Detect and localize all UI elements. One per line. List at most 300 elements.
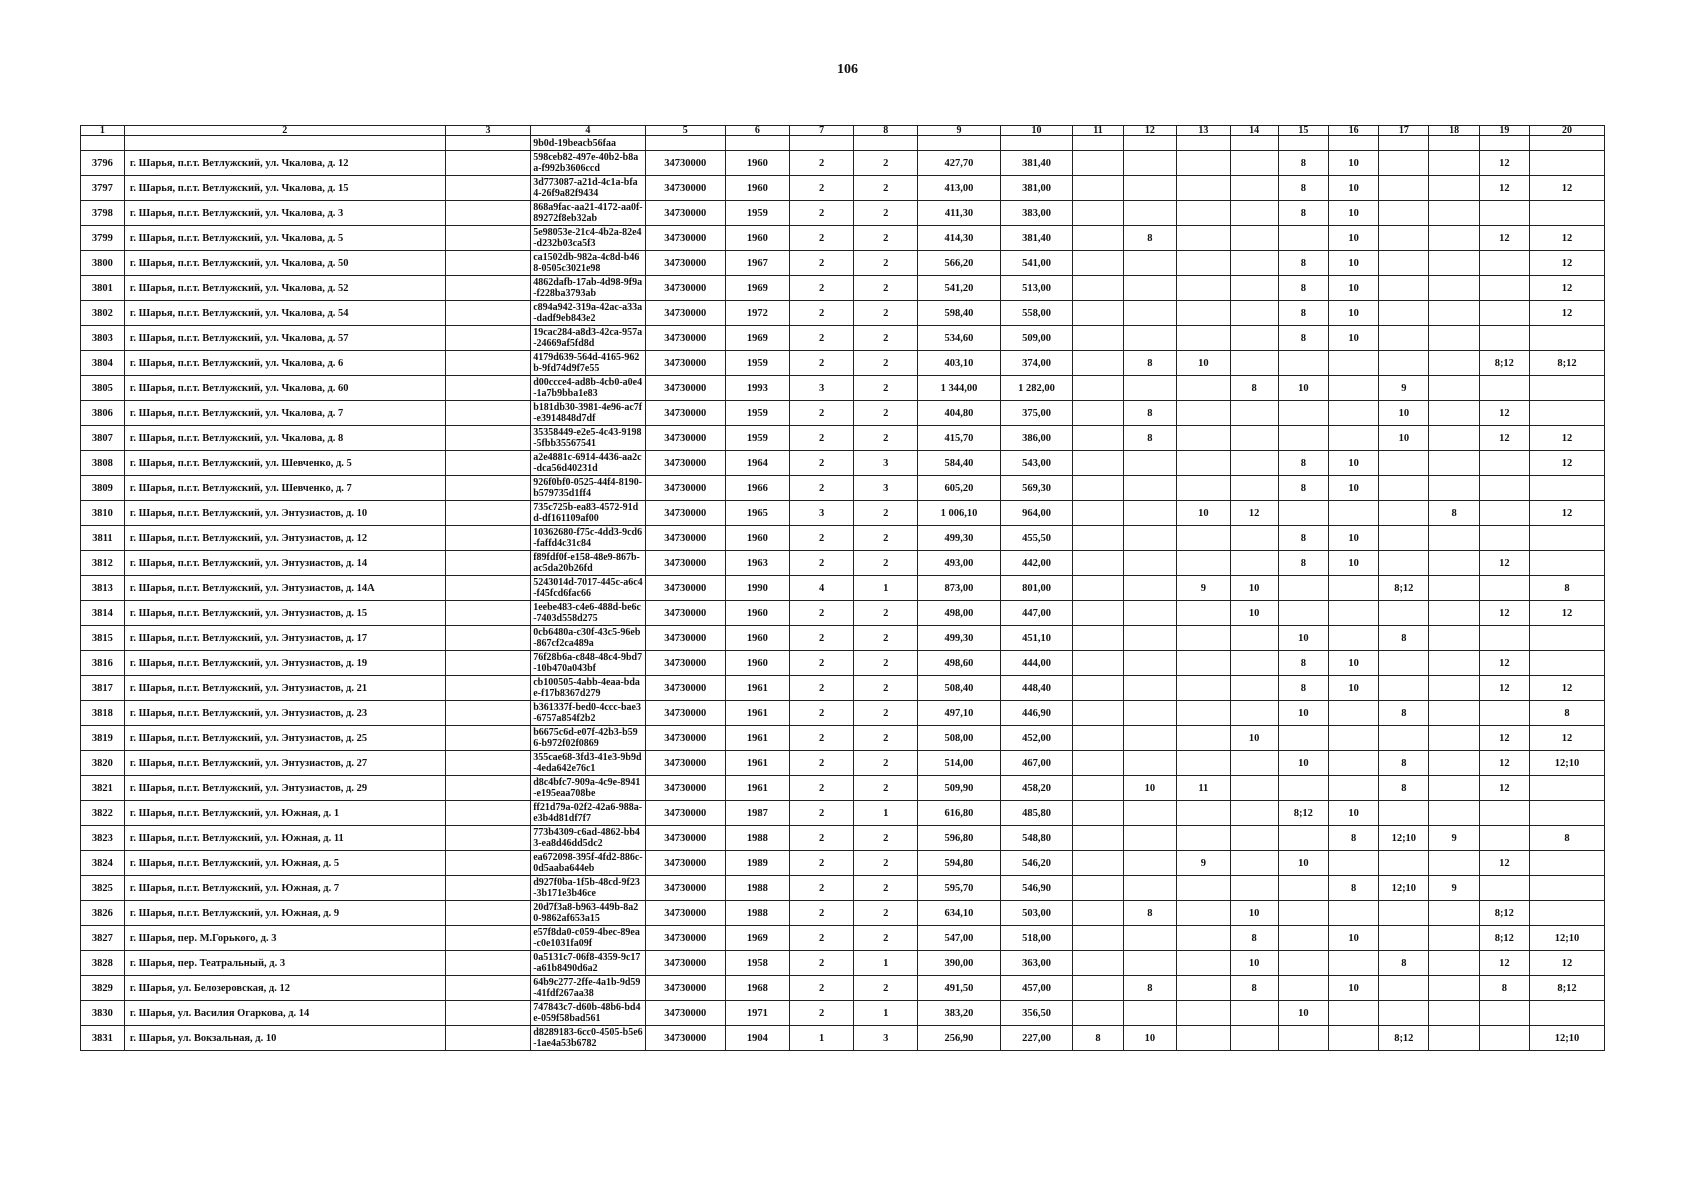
column-18-cell [1429, 776, 1479, 801]
column-9-cell: 514,00 [918, 751, 1000, 776]
column-11-cell [1073, 876, 1123, 901]
column-17-cell [1379, 501, 1429, 526]
column-15-cell: 8 [1278, 251, 1328, 276]
continuation-empty-cell [1278, 136, 1328, 151]
column-13-cell [1177, 201, 1230, 226]
guid-cell: 10362680-f75c-4dd3-9cd6-faffd4c31c84 [531, 526, 645, 551]
guid-cell: b361337f-bed0-4ccc-bae3-6757a854f2b2 [531, 701, 645, 726]
column-12-cell [1123, 301, 1176, 326]
year-built-cell: 1987 [725, 801, 789, 826]
column-13-cell [1177, 976, 1230, 1001]
row-number-cell: 3817 [81, 676, 125, 701]
table-row [81, 276, 1605, 301]
column-14-cell [1230, 476, 1278, 501]
column-13-cell [1177, 901, 1230, 926]
table-row [81, 751, 1605, 776]
column-19-cell [1479, 876, 1529, 901]
column-17-cell [1379, 476, 1429, 501]
column-13-cell [1177, 676, 1230, 701]
address-cell: г. Шарья, п.г.т. Ветлужский, ул. Чкалова, д. 7 [124, 401, 445, 426]
column-3-cell [445, 176, 531, 201]
guid-cell: 64b9c277-2ffe-4a1b-9d59-41fdf267aa38 [531, 976, 645, 1001]
row-number-cell: 3821 [81, 776, 125, 801]
column-16-cell [1328, 726, 1378, 751]
table-row [81, 576, 1605, 601]
column-19-cell [1479, 276, 1529, 301]
column-9-cell: 873,00 [918, 576, 1000, 601]
column-8-cell: 2 [854, 326, 918, 351]
column-20-cell: 12 [1529, 726, 1604, 751]
column-13-cell [1177, 376, 1230, 401]
column-16-cell [1328, 601, 1378, 626]
column-11-cell [1073, 476, 1123, 501]
year-built-cell: 1969 [725, 326, 789, 351]
column-20-cell: 12 [1529, 426, 1604, 451]
column-16-cell: 10 [1328, 676, 1378, 701]
row-number-cell: 3808 [81, 451, 125, 476]
oktmo-code-cell: 34730000 [645, 376, 725, 401]
oktmo-code-cell: 34730000 [645, 826, 725, 851]
column-14-cell [1230, 626, 1278, 651]
column-9-cell: 566,20 [918, 251, 1000, 276]
column-13-cell [1177, 451, 1230, 476]
column-18-cell [1429, 551, 1479, 576]
column-12-cell [1123, 626, 1176, 651]
table-row [81, 901, 1605, 926]
column-12-cell [1123, 701, 1176, 726]
column-20-cell: 12 [1529, 676, 1604, 701]
column-14-cell [1230, 826, 1278, 851]
column-14-cell: 10 [1230, 951, 1278, 976]
address-cell: г. Шарья, п.г.т. Ветлужский, ул. Энтузиастов, д. 15 [124, 601, 445, 626]
column-8-cell: 2 [854, 226, 918, 251]
column-16-cell: 10 [1328, 201, 1378, 226]
column-16-cell [1328, 351, 1378, 376]
column-19-cell [1479, 476, 1529, 501]
column-16-cell [1328, 501, 1378, 526]
column-19-cell [1479, 626, 1529, 651]
column-19-cell: 8 [1479, 976, 1529, 1001]
column-8-cell: 2 [854, 676, 918, 701]
column-12-cell [1123, 1001, 1176, 1026]
column-12-cell [1123, 326, 1176, 351]
column-18-cell [1429, 351, 1479, 376]
column-17-cell [1379, 1001, 1429, 1026]
address-cell: г. Шарья, п.г.т. Ветлужский, ул. Энтузиастов, д. 25 [124, 726, 445, 751]
year-built-cell: 1990 [725, 576, 789, 601]
guid-cell: 76f28b6a-c848-48c4-9bd7-10b470a043bf [531, 651, 645, 676]
continuation-empty-cell [790, 136, 854, 151]
column-15-cell [1278, 951, 1328, 976]
column-7-cell: 2 [790, 826, 854, 851]
column-10-cell: 381,00 [1000, 176, 1073, 201]
row-number-cell: 3811 [81, 526, 125, 551]
guid-cell: b6675c6d-e07f-42b3-b596-b972f02f0869 [531, 726, 645, 751]
column-13-cell [1177, 476, 1230, 501]
table-row [81, 526, 1605, 551]
column-16-cell [1328, 776, 1378, 801]
column-15-cell: 8;12 [1278, 801, 1328, 826]
column-16-cell [1328, 901, 1378, 926]
column-17-cell [1379, 351, 1429, 376]
guid-cell: 0cb6480a-c30f-43c5-96eb-867cf2ca489a [531, 626, 645, 651]
year-built-cell: 1961 [725, 776, 789, 801]
column-11-cell [1073, 526, 1123, 551]
guid-cell: 1eebe483-c4e6-488d-be6c-7403d558d275 [531, 601, 645, 626]
column-17-cell [1379, 976, 1429, 1001]
column-16-cell [1328, 426, 1378, 451]
column-17-cell: 8 [1379, 776, 1429, 801]
row-number-cell: 3830 [81, 1001, 125, 1026]
column-12-cell [1123, 176, 1176, 201]
continuation-row [81, 136, 1605, 151]
column-8-cell: 2 [854, 301, 918, 326]
oktmo-code-cell: 34730000 [645, 976, 725, 1001]
column-7-cell: 2 [790, 626, 854, 651]
column-11-cell [1073, 201, 1123, 226]
oktmo-code-cell: 34730000 [645, 226, 725, 251]
column-14-cell [1230, 701, 1278, 726]
column-8-cell: 2 [854, 651, 918, 676]
column-19-cell: 12 [1479, 951, 1529, 976]
column-3-cell [445, 476, 531, 501]
column-17-cell [1379, 926, 1429, 951]
column-20-cell: 12 [1529, 951, 1604, 976]
column-18-cell: 9 [1429, 876, 1479, 901]
column-16-cell: 10 [1328, 251, 1378, 276]
column-13-cell [1177, 251, 1230, 276]
column-19-cell: 12 [1479, 676, 1529, 701]
column-20-cell [1529, 651, 1604, 676]
year-built-cell: 1960 [725, 651, 789, 676]
row-number-cell: 3806 [81, 401, 125, 426]
column-13-cell [1177, 426, 1230, 451]
column-8-cell: 2 [854, 351, 918, 376]
column-10-cell: 446,90 [1000, 701, 1073, 726]
column-19-cell: 12 [1479, 726, 1529, 751]
column-15-cell [1278, 401, 1328, 426]
column-9-cell: 498,60 [918, 651, 1000, 676]
table-row [81, 976, 1605, 1001]
column-8-cell: 2 [854, 201, 918, 226]
column-14-cell [1230, 176, 1278, 201]
column-3-cell [445, 701, 531, 726]
oktmo-code-cell: 34730000 [645, 301, 725, 326]
year-built-cell: 1969 [725, 926, 789, 951]
column-10-cell: 558,00 [1000, 301, 1073, 326]
column-10-cell: 381,40 [1000, 226, 1073, 251]
column-9-cell: 584,40 [918, 451, 1000, 476]
guid-cell: 598ceb82-497e-40b2-b8aa-f992b3606ccd [531, 151, 645, 176]
column-3-cell [445, 726, 531, 751]
column-17-cell [1379, 151, 1429, 176]
address-cell: г. Шарья, пер. М.Горького, д. 3 [124, 926, 445, 951]
column-17-cell [1379, 251, 1429, 276]
oktmo-code-cell: 34730000 [645, 1001, 725, 1026]
row-number-cell: 3801 [81, 276, 125, 301]
row-number-cell: 3818 [81, 701, 125, 726]
table-row [81, 951, 1605, 976]
column-10-cell: 513,00 [1000, 276, 1073, 301]
column-17-cell: 8 [1379, 626, 1429, 651]
column-12-cell [1123, 751, 1176, 776]
year-built-cell: 1989 [725, 851, 789, 876]
year-built-cell: 1959 [725, 426, 789, 451]
row-number-cell: 3824 [81, 851, 125, 876]
column-number-11: 11 [1073, 126, 1123, 136]
column-14-cell [1230, 151, 1278, 176]
column-10-cell: 543,00 [1000, 451, 1073, 476]
column-15-cell [1278, 976, 1328, 1001]
oktmo-code-cell: 34730000 [645, 176, 725, 201]
address-cell: г. Шарья, п.г.т. Ветлужский, ул. Чкалова, д. 8 [124, 426, 445, 451]
guid-cell: 0a5131c7-06f8-4359-9c17-a61b8490d6a2 [531, 951, 645, 976]
column-number-17: 17 [1379, 126, 1429, 136]
column-17-cell: 8 [1379, 951, 1429, 976]
column-7-cell: 2 [790, 726, 854, 751]
column-16-cell: 10 [1328, 651, 1378, 676]
column-15-cell [1278, 926, 1328, 951]
column-9-cell: 605,20 [918, 476, 1000, 501]
column-7-cell: 2 [790, 401, 854, 426]
oktmo-code-cell: 34730000 [645, 701, 725, 726]
row-number-cell: 3805 [81, 376, 125, 401]
column-14-cell: 10 [1230, 576, 1278, 601]
column-14-cell [1230, 876, 1278, 901]
column-17-cell [1379, 276, 1429, 301]
oktmo-code-cell: 34730000 [645, 876, 725, 901]
column-11-cell: 8 [1073, 1026, 1123, 1051]
address-cell: г. Шарья, п.г.т. Ветлужский, ул. Чкалова, д. 57 [124, 326, 445, 351]
column-14-cell [1230, 801, 1278, 826]
column-10-cell: 548,80 [1000, 826, 1073, 851]
column-20-cell [1529, 476, 1604, 501]
year-built-cell: 1960 [725, 176, 789, 201]
column-18-cell [1429, 1026, 1479, 1051]
column-9-cell: 534,60 [918, 326, 1000, 351]
table-row [81, 1026, 1605, 1051]
column-7-cell: 2 [790, 976, 854, 1001]
column-13-cell [1177, 751, 1230, 776]
table-row [81, 726, 1605, 751]
year-built-cell: 1960 [725, 526, 789, 551]
column-20-cell: 12 [1529, 601, 1604, 626]
guid-cell: c894a942-319a-42ac-a33a-dadf9eb843e2 [531, 301, 645, 326]
column-14-cell [1230, 776, 1278, 801]
column-15-cell: 10 [1278, 1001, 1328, 1026]
column-16-cell [1328, 751, 1378, 776]
column-11-cell [1073, 326, 1123, 351]
column-7-cell: 4 [790, 576, 854, 601]
column-18-cell: 8 [1429, 501, 1479, 526]
column-10-cell: 1 282,00 [1000, 376, 1073, 401]
column-12-cell: 8 [1123, 901, 1176, 926]
column-19-cell: 12 [1479, 551, 1529, 576]
oktmo-code-cell: 34730000 [645, 901, 725, 926]
column-8-cell: 2 [854, 926, 918, 951]
column-19-cell: 8;12 [1479, 926, 1529, 951]
column-13-cell [1177, 701, 1230, 726]
address-cell: г. Шарья, п.г.т. Ветлужский, ул. Южная, д. 11 [124, 826, 445, 851]
column-12-cell [1123, 576, 1176, 601]
row-number-cell: 3798 [81, 201, 125, 226]
column-3-cell [445, 1001, 531, 1026]
column-13-cell [1177, 526, 1230, 551]
row-number-cell: 3814 [81, 601, 125, 626]
column-12-cell: 8 [1123, 426, 1176, 451]
column-18-cell [1429, 851, 1479, 876]
year-built-cell: 1959 [725, 201, 789, 226]
column-17-cell: 9 [1379, 376, 1429, 401]
guid-cell: 4179d639-564d-4165-962b-9fd74d9f7e55 [531, 351, 645, 376]
column-10-cell: 452,00 [1000, 726, 1073, 751]
housing-register-table [80, 125, 1605, 1051]
column-17-cell [1379, 226, 1429, 251]
column-9-cell: 256,90 [918, 1026, 1000, 1051]
column-17-cell: 12;10 [1379, 876, 1429, 901]
column-9-cell: 509,90 [918, 776, 1000, 801]
address-cell: г. Шарья, п.г.т. Ветлужский, ул. Чкалова, д. 50 [124, 251, 445, 276]
column-8-cell: 2 [854, 426, 918, 451]
oktmo-code-cell: 34730000 [645, 726, 725, 751]
table-row [81, 801, 1605, 826]
table-row [81, 401, 1605, 426]
column-7-cell: 2 [790, 651, 854, 676]
column-20-cell [1529, 876, 1604, 901]
column-8-cell: 2 [854, 626, 918, 651]
column-19-cell: 12 [1479, 401, 1529, 426]
column-10-cell: 451,10 [1000, 626, 1073, 651]
column-10-cell: 485,80 [1000, 801, 1073, 826]
column-16-cell: 8 [1328, 876, 1378, 901]
column-20-cell [1529, 1001, 1604, 1026]
address-cell: г. Шарья, п.г.т. Ветлужский, ул. Чкалова, д. 5 [124, 226, 445, 251]
column-16-cell [1328, 951, 1378, 976]
column-8-cell: 2 [854, 401, 918, 426]
column-7-cell: 2 [790, 301, 854, 326]
column-7-cell: 2 [790, 226, 854, 251]
column-16-cell: 10 [1328, 176, 1378, 201]
table-row [81, 876, 1605, 901]
column-15-cell [1278, 726, 1328, 751]
table-row [81, 1001, 1605, 1026]
column-7-cell: 2 [790, 251, 854, 276]
address-cell: г. Шарья, п.г.т. Ветлужский, ул. Энтузиастов, д. 19 [124, 651, 445, 676]
column-20-cell: 8;12 [1529, 351, 1604, 376]
column-14-cell [1230, 251, 1278, 276]
guid-cell: 773b4309-c6ad-4862-bb43-ea8d46dd5dc2 [531, 826, 645, 851]
column-17-cell: 10 [1379, 426, 1429, 451]
guid-cell: 35358449-e2e5-4c43-9198-5fbb35567541 [531, 426, 645, 451]
address-cell: г. Шарья, п.г.т. Ветлужский, ул. Чкалова, д. 52 [124, 276, 445, 301]
column-16-cell: 10 [1328, 226, 1378, 251]
column-18-cell [1429, 1001, 1479, 1026]
column-20-cell: 8;12 [1529, 976, 1604, 1001]
oktmo-code-cell: 34730000 [645, 401, 725, 426]
column-3-cell [445, 851, 531, 876]
column-3-cell [445, 951, 531, 976]
table-row [81, 301, 1605, 326]
column-19-cell [1479, 1026, 1529, 1051]
column-17-cell: 8 [1379, 701, 1429, 726]
column-18-cell [1429, 726, 1479, 751]
table-row [81, 351, 1605, 376]
column-12-cell: 8 [1123, 226, 1176, 251]
column-10-cell: 801,00 [1000, 576, 1073, 601]
oktmo-code-cell: 34730000 [645, 801, 725, 826]
column-14-cell: 10 [1230, 601, 1278, 626]
continuation-empty-cell [1073, 136, 1123, 151]
year-built-cell: 1988 [725, 876, 789, 901]
row-number-cell: 3809 [81, 476, 125, 501]
column-13-cell [1177, 726, 1230, 751]
column-14-cell [1230, 651, 1278, 676]
address-cell: г. Шарья, п.г.т. Ветлужский, ул. Энтузиастов, д. 21 [124, 676, 445, 701]
column-14-cell [1230, 301, 1278, 326]
column-15-cell [1278, 226, 1328, 251]
year-built-cell: 1961 [725, 676, 789, 701]
address-cell: г. Шарья, п.г.т. Ветлужский, ул. Чкалова, д. 60 [124, 376, 445, 401]
column-number-9: 9 [918, 126, 1000, 136]
column-number-20: 20 [1529, 126, 1604, 136]
column-7-cell: 2 [790, 801, 854, 826]
column-7-cell: 2 [790, 676, 854, 701]
column-13-cell [1177, 626, 1230, 651]
column-9-cell: 415,70 [918, 426, 1000, 451]
table-body [81, 126, 1605, 1051]
guid-cell: d8289183-6cc0-4505-b5e6-1ae4a53b6782 [531, 1026, 645, 1051]
column-19-cell: 12 [1479, 601, 1529, 626]
column-3-cell [445, 201, 531, 226]
row-number-cell: 3831 [81, 1026, 125, 1051]
column-3-cell [445, 651, 531, 676]
column-3-cell [445, 901, 531, 926]
column-20-cell [1529, 901, 1604, 926]
table-row [81, 251, 1605, 276]
column-15-cell: 10 [1278, 751, 1328, 776]
column-9-cell: 598,40 [918, 301, 1000, 326]
column-10-cell: 964,00 [1000, 501, 1073, 526]
column-17-cell [1379, 851, 1429, 876]
column-9-cell: 499,30 [918, 526, 1000, 551]
column-16-cell: 10 [1328, 976, 1378, 1001]
table-row [81, 776, 1605, 801]
column-13-cell [1177, 801, 1230, 826]
column-14-cell: 8 [1230, 376, 1278, 401]
column-15-cell: 10 [1278, 851, 1328, 876]
column-8-cell: 2 [854, 526, 918, 551]
guid-cell: a2e4881c-6914-4436-aa2c-dca56d40231d [531, 451, 645, 476]
column-19-cell [1479, 451, 1529, 476]
column-14-cell [1230, 326, 1278, 351]
column-20-cell [1529, 526, 1604, 551]
column-20-cell [1529, 851, 1604, 876]
column-17-cell [1379, 326, 1429, 351]
column-7-cell: 2 [790, 426, 854, 451]
column-15-cell: 8 [1278, 151, 1328, 176]
column-8-cell: 2 [854, 751, 918, 776]
column-9-cell: 498,00 [918, 601, 1000, 626]
guid-cell: ca1502db-982a-4c8d-b468-0505c3021e98 [531, 251, 645, 276]
row-number-cell: 3829 [81, 976, 125, 1001]
table-row [81, 376, 1605, 401]
table-row [81, 151, 1605, 176]
column-10-cell: 503,00 [1000, 901, 1073, 926]
column-20-cell: 12 [1529, 276, 1604, 301]
column-14-cell [1230, 1026, 1278, 1051]
column-3-cell [445, 226, 531, 251]
column-7-cell: 2 [790, 176, 854, 201]
